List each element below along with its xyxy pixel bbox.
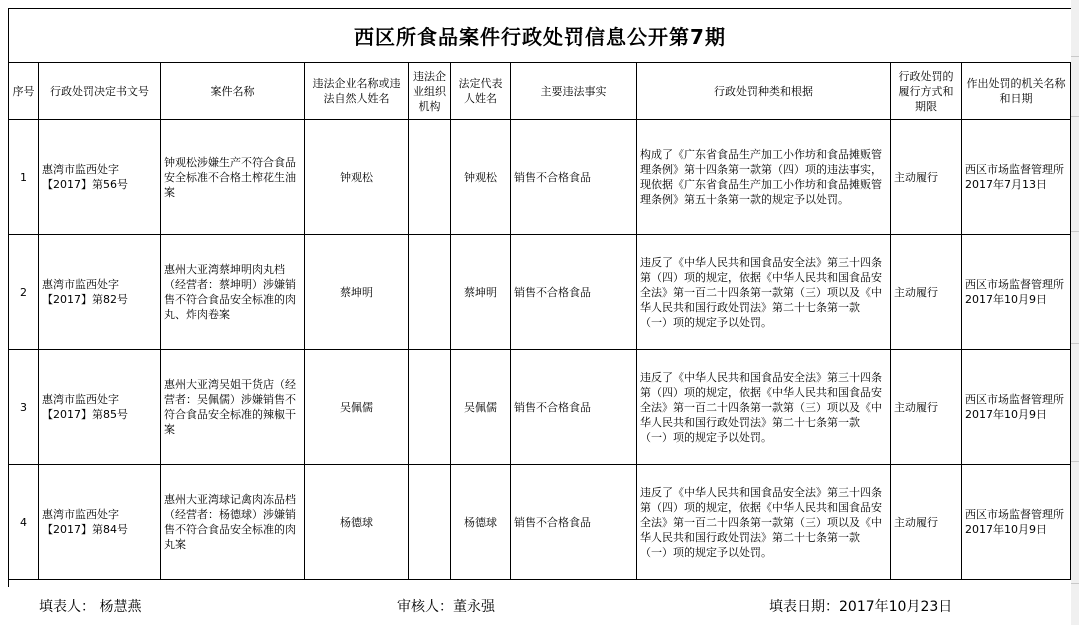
header-cell[interactable]: 法定代表人姓名 bbox=[451, 63, 511, 120]
row-number-cell[interactable]: 3 bbox=[9, 350, 39, 465]
org-code-cell[interactable] bbox=[409, 465, 451, 580]
party-name-cell[interactable]: 杨德球 bbox=[305, 465, 409, 580]
case-name-cell[interactable]: 惠州大亚湾蔡坤明肉丸档（经营者：蔡坤明）涉嫌销售不符合食品安全标准的肉丸、炸肉卷案 bbox=[161, 235, 305, 350]
method-cell[interactable]: 主动履行 bbox=[891, 465, 962, 580]
case-name-cell[interactable]: 惠州大亚湾吴姐干货店（经营者：吴佩儒）涉嫌销售不符合食品安全标准的辣椒干案 bbox=[161, 350, 305, 465]
adjacent-column-strip bbox=[1071, 0, 1079, 625]
footer-row bbox=[9, 588, 1071, 620]
party-name-cell[interactable]: 吴佩儒 bbox=[305, 350, 409, 465]
grid-line bbox=[1071, 461, 1079, 462]
doc-number-cell[interactable]: 惠湾市监西处字【2017】第82号 bbox=[39, 235, 161, 350]
row-number-cell[interactable]: 4 bbox=[9, 465, 39, 580]
header-cell[interactable]: 主要违法事实 bbox=[511, 63, 637, 120]
legal-rep-cell[interactable]: 蔡坤明 bbox=[451, 235, 511, 350]
method-cell[interactable]: 主动履行 bbox=[891, 350, 962, 465]
grid-line bbox=[1071, 116, 1079, 117]
method-cell[interactable]: 主动履行 bbox=[891, 235, 962, 350]
filler-field[interactable]: 填表人： 杨慧燕 bbox=[39, 599, 142, 615]
header-cell[interactable]: 行政处罚的履行方式和期限 bbox=[891, 63, 962, 120]
authority-cell[interactable]: 西区市场监督管理所2017年7月13日 bbox=[962, 120, 1071, 235]
grid-line bbox=[1071, 56, 1079, 57]
party-name-cell[interactable]: 蔡坤明 bbox=[305, 235, 409, 350]
grid-line bbox=[1071, 583, 1079, 584]
row-number-cell[interactable]: 1 bbox=[9, 120, 39, 235]
facts-cell[interactable]: 销售不合格食品 bbox=[511, 465, 637, 580]
header-cell[interactable]: 行政处罚种类和根据 bbox=[637, 63, 891, 120]
facts-cell[interactable]: 销售不合格食品 bbox=[511, 350, 637, 465]
basis-cell[interactable]: 违反了《中华人民共和国食品安全法》第三十四条第（四）项的规定，依据《中华人民共和国食品安全法》第一百二十四条第一款第（三）项以及《中华人民共和国行政处罚法》第二十七条第一款（一）项的规定予以处罚。 bbox=[637, 235, 891, 350]
doc-number-cell[interactable]: 惠湾市监西处字【2017】第85号 bbox=[39, 350, 161, 465]
org-code-cell[interactable] bbox=[409, 350, 451, 465]
legal-rep-cell[interactable]: 吴佩儒 bbox=[451, 350, 511, 465]
legal-rep-cell[interactable]: 杨德球 bbox=[451, 465, 511, 580]
authority-cell[interactable]: 西区市场监督管理所2017年10月9日 bbox=[962, 235, 1071, 350]
basis-cell[interactable]: 违反了《中华人民共和国食品安全法》第三十四条第（四）项的规定，依据《中华人民共和国食品安全法》第一百二十四条第一款第（三）项以及《中华人民共和国行政处罚法》第二十七条第一款（一）项的规定予以处罚。 bbox=[637, 350, 891, 465]
header-cell[interactable]: 违法企业组织机构 bbox=[409, 63, 451, 120]
sheet-title[interactable]: 西区所食品案件行政处罚信息公开第7期 bbox=[354, 24, 726, 49]
party-name-cell[interactable]: 钟观松 bbox=[305, 120, 409, 235]
facts-cell[interactable]: 销售不合格食品 bbox=[511, 235, 637, 350]
authority-cell[interactable]: 西区市场监督管理所2017年10月9日 bbox=[962, 350, 1071, 465]
org-code-cell[interactable] bbox=[409, 120, 451, 235]
method-cell[interactable]: 主动履行 bbox=[891, 120, 962, 235]
fill-date-field[interactable]: 填表日期：2017年10月23日 bbox=[769, 599, 953, 615]
penalty-table bbox=[8, 62, 1071, 580]
header-cell[interactable]: 案件名称 bbox=[161, 63, 305, 120]
reviewer-field[interactable]: 审核人：董永强 bbox=[397, 599, 495, 615]
table-row bbox=[9, 350, 1071, 465]
header-cell[interactable]: 违法企业名称或违法自然人姓名 bbox=[305, 63, 409, 120]
case-name-cell[interactable]: 惠州大亚湾球记禽肉冻品档（经营者：杨德球）涉嫌销售不符合食品安全标准的肉丸案 bbox=[161, 465, 305, 580]
facts-cell[interactable]: 销售不合格食品 bbox=[511, 120, 637, 235]
header-cell[interactable]: 序号 bbox=[9, 63, 39, 120]
basis-cell[interactable]: 构成了《广东省食品生产加工小作坊和食品摊贩管理条例》第十四条第一款第（四）项的违法事实，现依据《广东省食品生产加工小作坊和食品摊贩管理条例》第五十条第一款的规定予以处罚。 bbox=[637, 120, 891, 235]
table-row bbox=[9, 120, 1071, 235]
grid-line bbox=[1071, 231, 1079, 232]
grid-line bbox=[1071, 343, 1079, 344]
table-row bbox=[9, 465, 1071, 580]
authority-cell[interactable]: 西区市场监督管理所2017年10月9日 bbox=[962, 465, 1071, 580]
header-row bbox=[9, 63, 1071, 120]
org-code-cell[interactable] bbox=[409, 235, 451, 350]
header-cell[interactable]: 行政处罚决定书文号 bbox=[39, 63, 161, 120]
header-cell[interactable]: 作出处罚的机关名称和日期 bbox=[962, 63, 1071, 120]
row-number-cell[interactable]: 2 bbox=[9, 235, 39, 350]
legal-rep-cell[interactable]: 钟观松 bbox=[451, 120, 511, 235]
case-name-cell[interactable]: 钟观松涉嫌生产不符合食品安全标准不合格土榨花生油案 bbox=[161, 120, 305, 235]
table-row bbox=[9, 235, 1071, 350]
doc-number-cell[interactable]: 惠湾市监西处字【2017】第56号 bbox=[39, 120, 161, 235]
basis-cell[interactable]: 违反了《中华人民共和国食品安全法》第三十四条第（四）项的规定，依据《中华人民共和国食品安全法》第一百二十四条第一款第（三）项以及《中华人民共和国行政处罚法》第二十七条第一款（一）项的规定予以处罚。 bbox=[637, 465, 891, 580]
doc-number-cell[interactable]: 惠湾市监西处字【2017】第84号 bbox=[39, 465, 161, 580]
